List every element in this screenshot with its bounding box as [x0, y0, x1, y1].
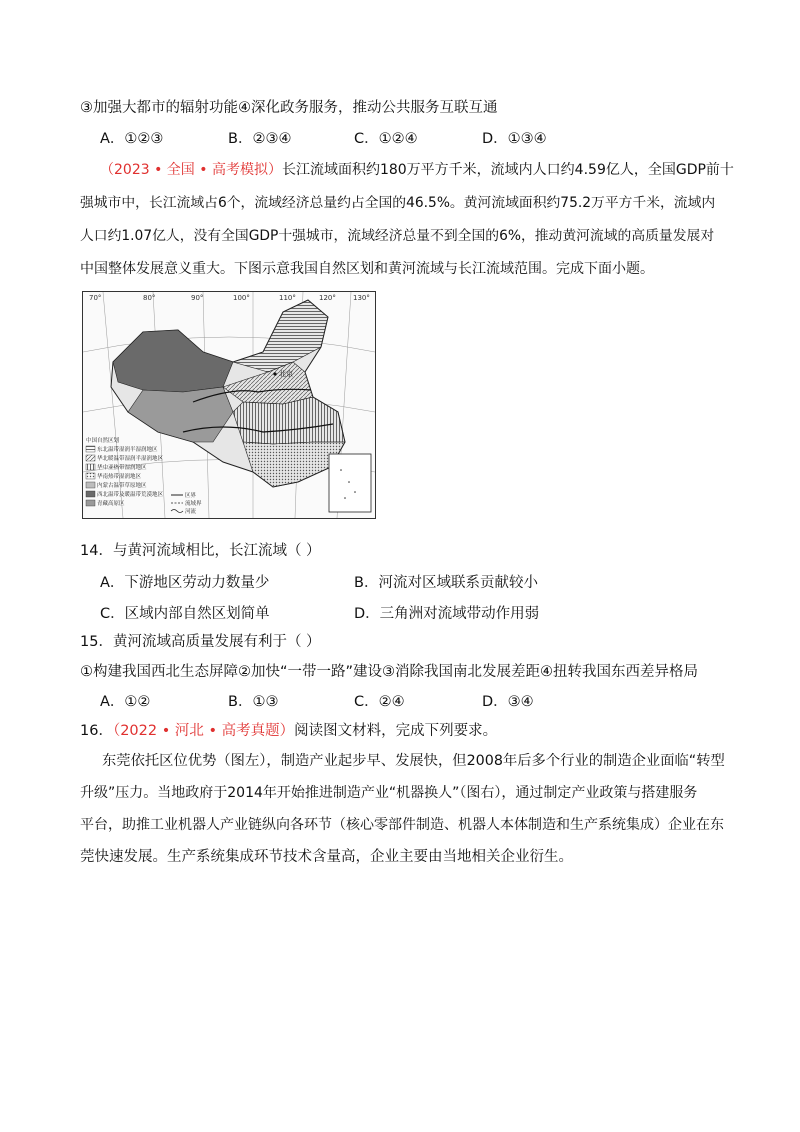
q14-15-intro-line-4: 中国整体发展意义重大。下图示意我国自然区划和黄河流域与长江流域范围。完成下面小题。: [80, 261, 654, 277]
q15-stem: 15．黄河流域高质量发展有利于（ ）: [80, 634, 321, 650]
lon-label: 120°: [319, 294, 336, 302]
lon-label: 80°: [143, 294, 156, 302]
q14-option-d[interactable]: D．三角洲对流域带动作用弱: [354, 606, 540, 622]
q16-para-line-3: 平台，助推工业机器人产业链纵向各环节（核心零部件制造、机器人本体制造和生产系统集成）企业在东: [80, 817, 724, 833]
lon-label: 100°: [233, 294, 250, 302]
legend-item: 内蒙古温带草原地区: [97, 483, 147, 489]
source-tag: （2023 • 全国 • 高考模拟）: [100, 162, 282, 178]
lon-label: 90°: [191, 294, 204, 302]
q14-option-b[interactable]: B．河流对区域联系贡献较小: [354, 575, 538, 591]
q14-15-intro-line-1: [100, 160, 734, 180]
legend-line: 流域界: [185, 501, 202, 507]
china-natural-regions-map: [82, 291, 376, 519]
stem-text: 阅读图文材料，完成下列要求。: [294, 723, 498, 739]
q15-option-b[interactable]: B．①③: [228, 694, 279, 710]
legend-line: 区界: [185, 493, 197, 499]
q13-option-a[interactable]: A．①②③: [100, 131, 164, 147]
q14-option-a[interactable]: A．下游地区劳动力数量少: [100, 575, 270, 591]
q15-statements: ①构建我国西北生态屏障②加快“一带一路”建设③消除我国南北发展差距④扭转我国东西差异格局: [80, 664, 699, 680]
legend-item: 东北温带湿润半湿润地区: [97, 447, 158, 453]
legend-line: 河流: [185, 509, 197, 515]
source-tag: （2022 • 河北 • 高考真题）: [112, 723, 295, 739]
q14-stem: 14．与黄河流域相比，长江流域（ ）: [80, 543, 321, 559]
q16-number: 16．: [80, 723, 113, 739]
q14-option-c[interactable]: C．区域内部自然区划简单: [100, 606, 270, 622]
q16-para-line-4: 莞快速发展。生产系统集成环节技术含量高，企业主要由当地相关企业衍生。: [80, 849, 573, 865]
lon-label: 110°: [279, 294, 296, 302]
q15-option-a[interactable]: A．①②: [100, 694, 151, 710]
q16-stem: [80, 721, 497, 741]
q13-option-b[interactable]: B．②③④: [228, 131, 292, 147]
legend-item: 西北温带及暖温带荒漠地区: [97, 492, 164, 498]
legend-item: 华中亚热带湿润地区: [97, 465, 147, 471]
legend-item: 青藏高原区: [97, 501, 125, 507]
stem-text: 长江流域面积约180万平方千米，流域内人口约4.59亿人，全国GDP前十: [281, 162, 734, 178]
q16-para-line-2: 升级”压力。当地政府于2014年开始推进制造产业“机器换人”（图右），通过制定产业政策与搭建服务: [80, 785, 698, 801]
q13-option-d[interactable]: D．①③④: [482, 131, 547, 147]
q13-statement-tail: ③加强大都市的辐射功能④深化政务服务，推动公共服务互联互通: [80, 100, 498, 116]
q13-option-c[interactable]: C．①②④: [354, 131, 418, 147]
legend-item: 华北暖温带湿润半湿润地区: [97, 456, 164, 462]
lon-label: 130°: [353, 294, 370, 302]
legend-item: 华南热带湿润地区: [97, 474, 142, 480]
q14-15-intro-line-2: 强城市中，长江流域占6个，流域经济总量约占全国的46.5%。黄河流域面积约75.2万平方千米，流域内: [80, 195, 716, 211]
lon-label: 70°: [89, 294, 102, 302]
q15-option-c[interactable]: C．②④: [354, 694, 405, 710]
q16-para-line-1: 东莞依托区位优势（图左），制造产业起步早、发展快，但2008年后多个行业的制造企业面临“转型: [102, 753, 725, 769]
q15-option-d[interactable]: D．③④: [482, 694, 534, 710]
city-label: 北京: [279, 370, 293, 378]
q14-15-intro-line-3: 人口约1.07亿人，没有全国GDP十强城市，流域经济总量不到全国的6%，推动黄河流域的高质量发展对: [80, 228, 715, 244]
legend-title: 中国自然区划: [86, 438, 120, 444]
